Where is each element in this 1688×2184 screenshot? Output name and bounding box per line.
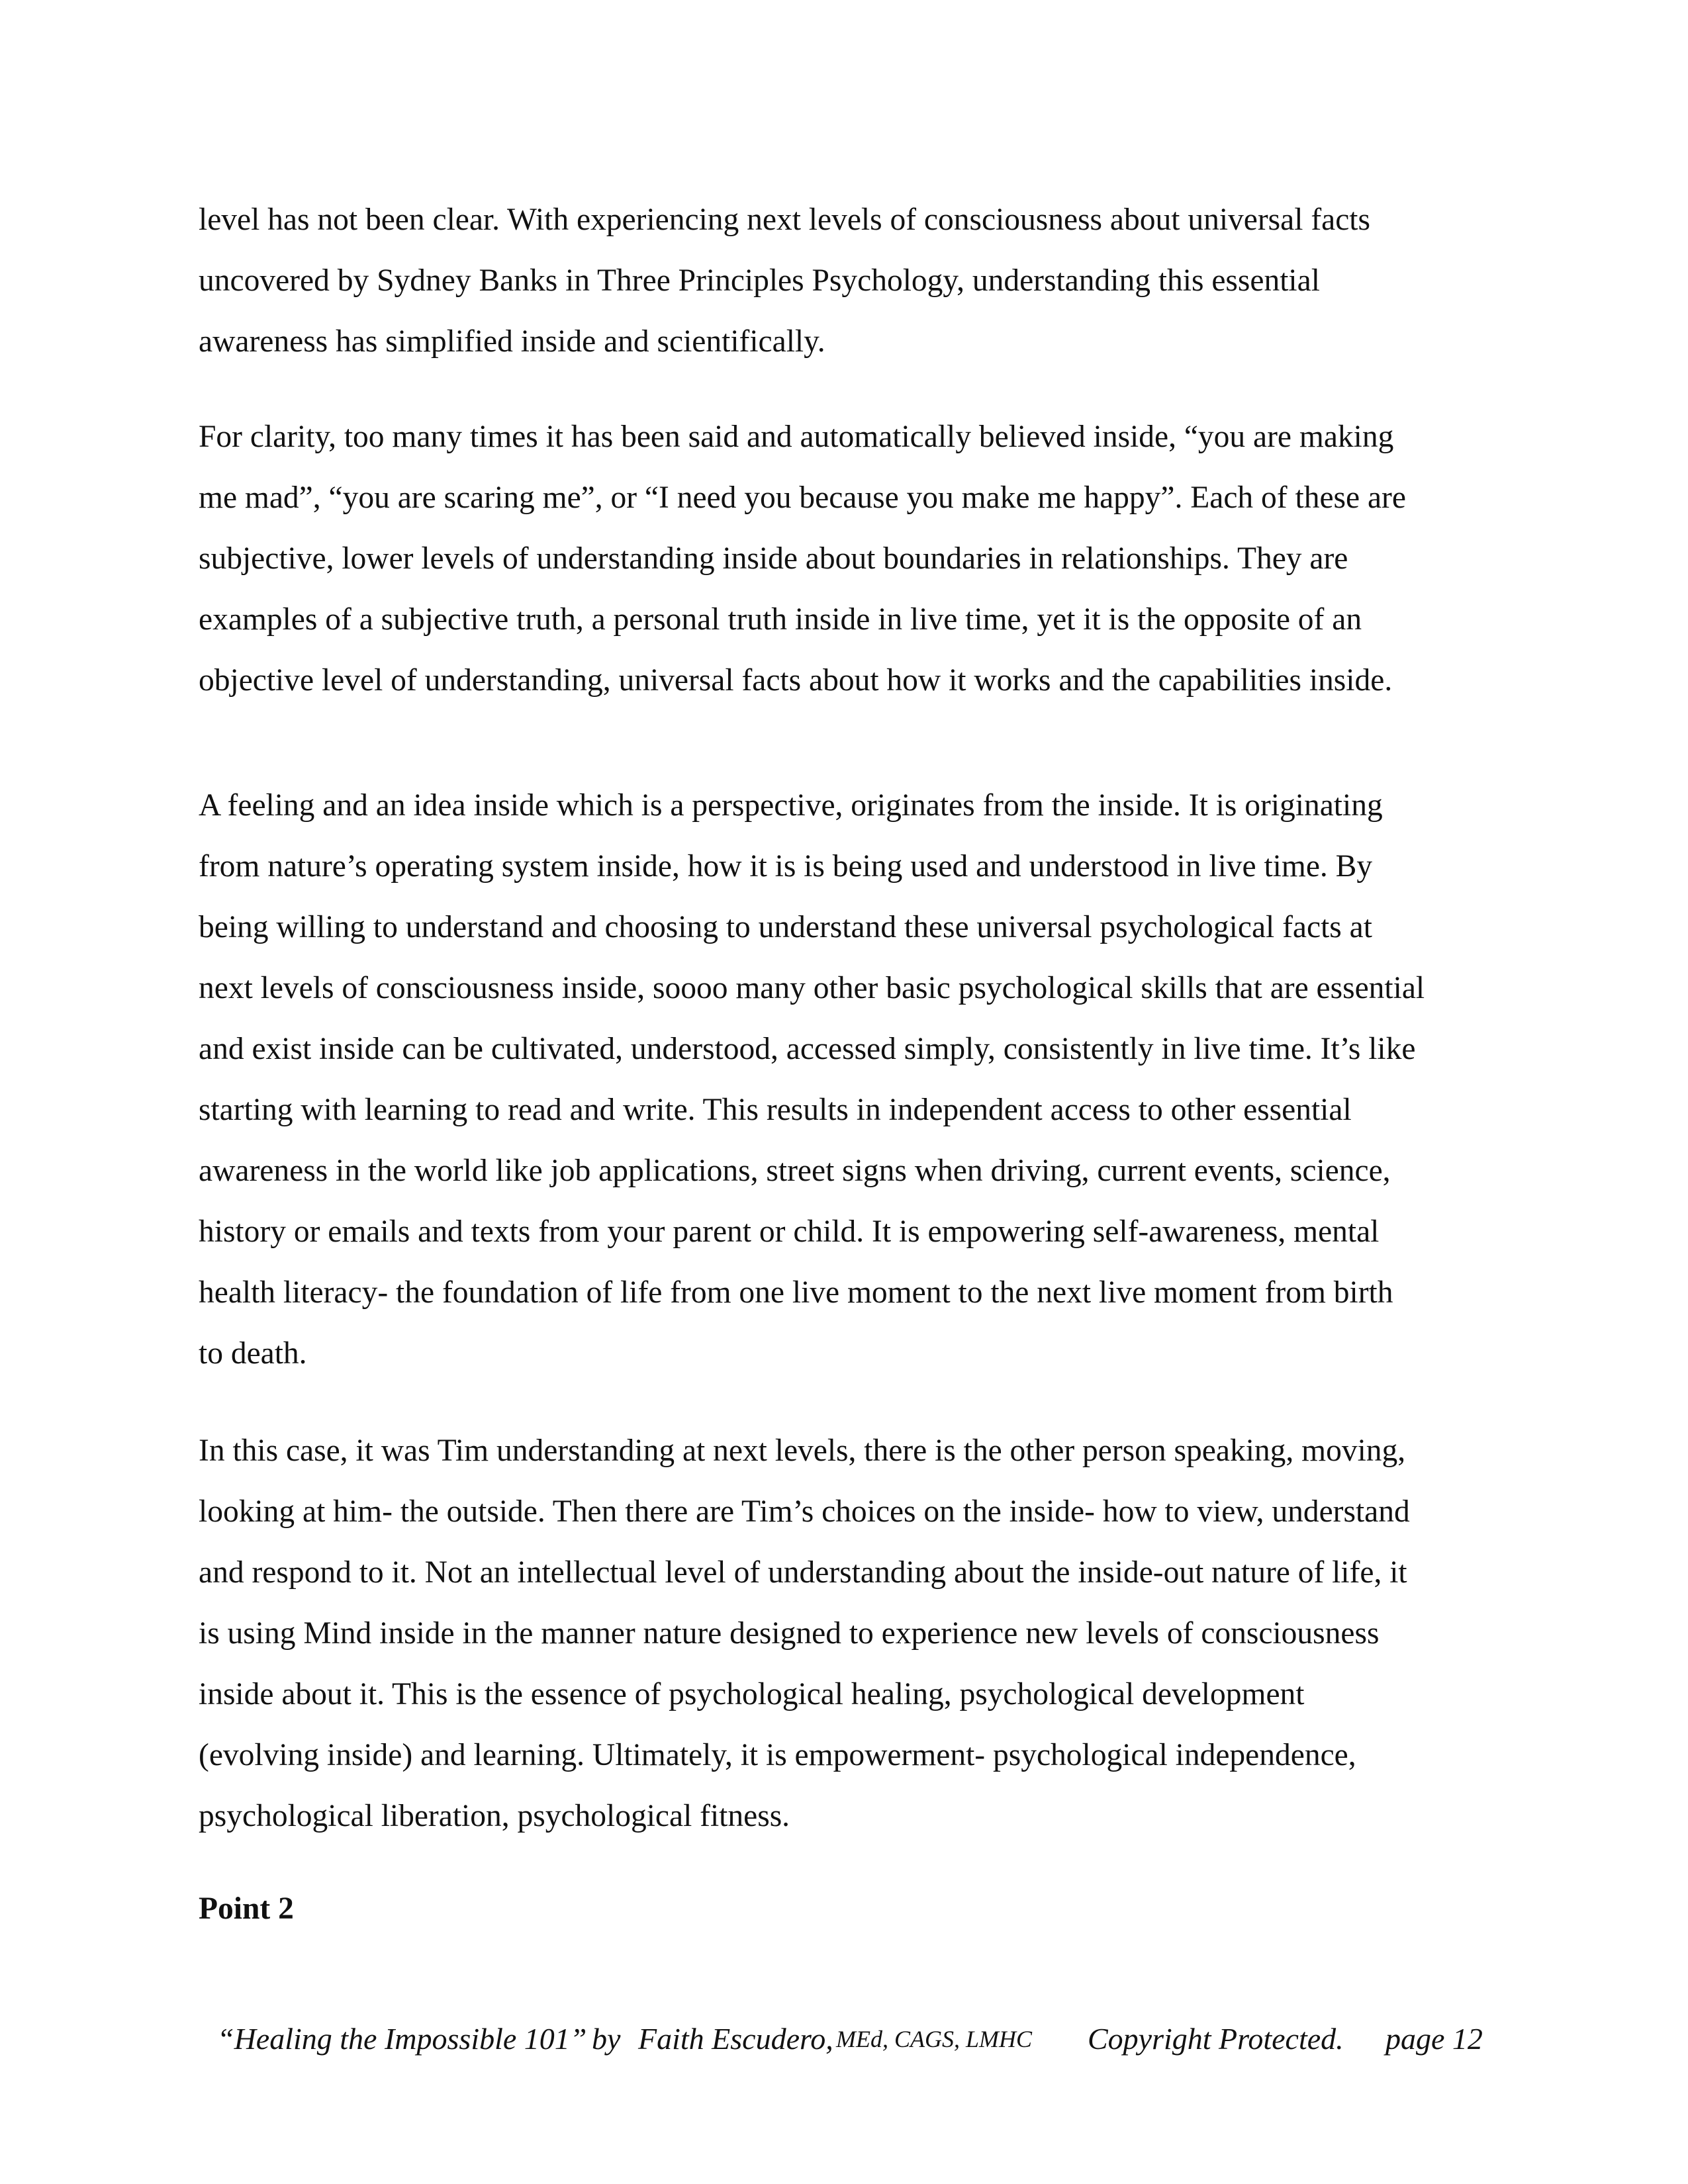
text-line: and respond to it. Not an intellectual level of understanding about the inside-out nature of life, it: [199, 1555, 1407, 1590]
text-line: next levels of consciousness inside, soooo many other basic psychological skills that are essential: [199, 971, 1425, 1005]
text-line: looking at him- the outside. Then there are Tim’s choices on the inside- how to view, understand: [199, 1494, 1410, 1529]
text-line: examples of a subjective truth, a personal truth inside in live time, yet it is the opposite of an: [199, 602, 1362, 637]
section-heading: Point 2: [199, 1891, 294, 1926]
text-line: awareness has simplified inside and scientifically.: [199, 324, 825, 359]
text-line: is using Mind inside in the manner nature designed to experience new levels of consciousness: [199, 1616, 1380, 1651]
paragraph-3: [199, 775, 1516, 1384]
text-line: uncovered by Sydney Banks in Three Principles Psychology, understanding this essential: [199, 263, 1320, 298]
footer-credentials: MEd, CAGS, LMHC: [836, 2026, 1032, 2052]
paragraph-1: [199, 189, 1516, 372]
text-line: level has not been clear. With experiencing next levels of consciousness about universal facts: [199, 203, 1370, 237]
page-number: page 12: [1385, 2022, 1483, 2056]
text-line: health literacy- the foundation of life from one live moment to the next live moment from birth: [199, 1275, 1393, 1310]
text-line: inside about it. This is the essence of psychological healing, psychological development: [199, 1677, 1305, 1711]
page-footer: [217, 2016, 1495, 2062]
text-line: to death.: [199, 1336, 307, 1371]
footer-author: Faith Escudero,: [638, 2022, 833, 2056]
text-line: from nature’s operating system inside, how it is is being used and understood in live time. By: [199, 849, 1373, 884]
text-line: psychological liberation, psychological fitness.: [199, 1799, 790, 1833]
text-line: For clarity, too many times it has been said and automatically believed inside, “you are making: [199, 420, 1394, 454]
text-line: In this case, it was Tim understanding at next levels, there is the other person speaking, moving,: [199, 1433, 1406, 1468]
text-line: A feeling and an idea inside which is a perspective, originates from the inside. It is originating: [199, 788, 1383, 823]
footer-copyright: Copyright Protected.: [1088, 2022, 1344, 2056]
paragraph-2: [199, 406, 1516, 711]
text-line: (evolving inside) and learning. Ultimately, it is empowerment- psychological independence,: [199, 1738, 1356, 1772]
text-line: subjective, lower levels of understanding inside about boundaries in relationships. They are: [199, 541, 1348, 576]
text-line: and exist inside can be cultivated, understood, accessed simply, consistently in live time. It’s like: [199, 1032, 1416, 1066]
paragraph-4: [199, 1420, 1516, 1846]
text-line: starting with learning to read and write. This results in independent access to other essential: [199, 1093, 1352, 1127]
text-line: history or emails and texts from your parent or child. It is empowering self-awareness, mental: [199, 1214, 1380, 1249]
footer-by: by: [592, 2022, 621, 2056]
text-line: me mad”, “you are scaring me”, or “I need you because you make me happy”. Each of these are: [199, 480, 1406, 515]
footer-book-title: “Healing the Impossible 101”: [217, 2022, 587, 2056]
text-line: awareness in the world like job applications, street signs when driving, current events, science,: [199, 1154, 1391, 1188]
text-line: being willing to understand and choosing to understand these universal psychological facts at: [199, 910, 1372, 944]
text-line: objective level of understanding, universal facts about how it works and the capabilities inside.: [199, 663, 1393, 698]
